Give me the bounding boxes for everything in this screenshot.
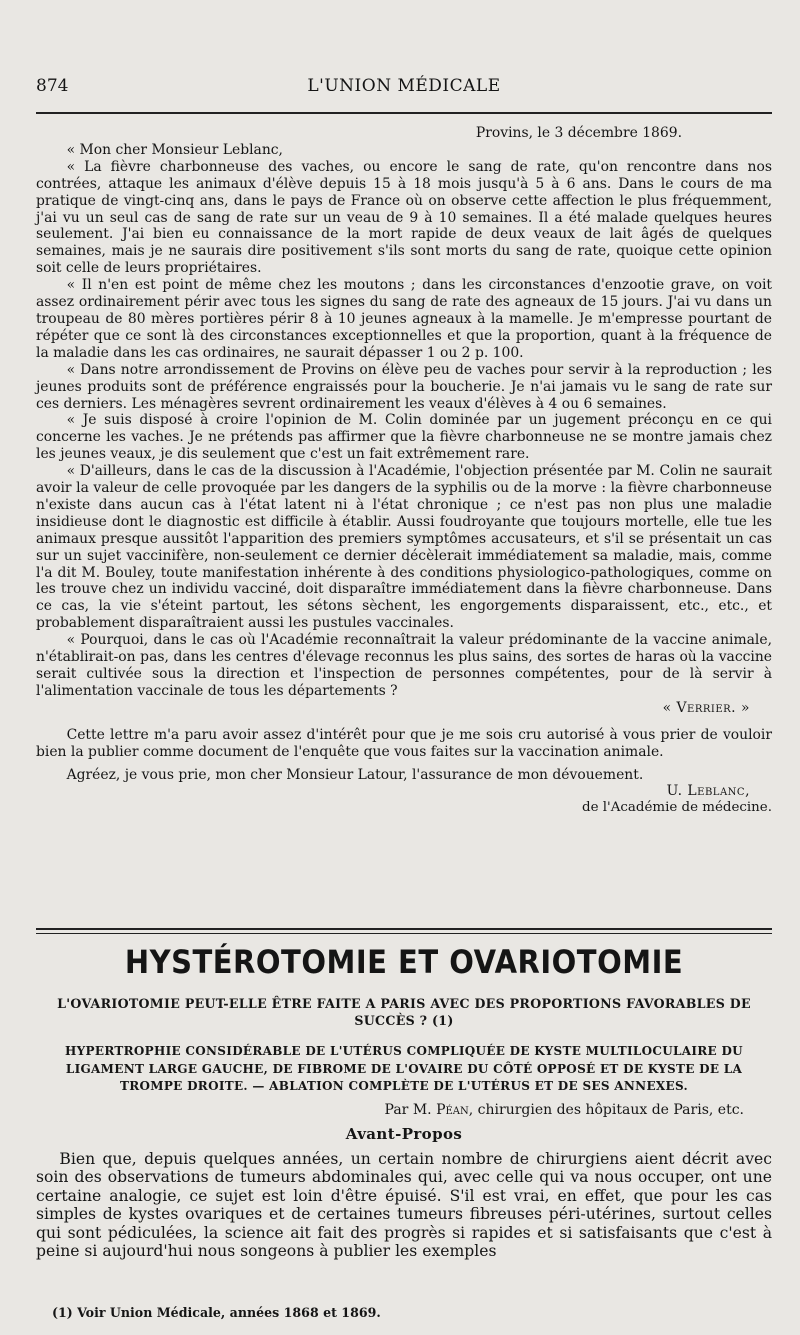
article-title: HYSTÉROTOMIE ET OVARIOTOMIE [124,943,684,981]
article-intro-paragraph: Bien que, depuis quelques années, un certain nombre de chirurgiens aient décrit avec soin des observations de tumeurs abdominales qui, avec celle qui va nous occuper, ont une certaine analogie, ce sujet est loin d'être épuisé. S'il est vrai, en effet, que pour les cas simples de kystes ovariques et de certaines tumeurs fibreuses péri-utérines, surtout celles qui sont pédiculées, la science ait fait des progrès si rapides et si satisfaisants que c'est à peine si aujourd'hui nous songeons à publier les exemples [36,1149,772,1261]
reply-paragraph: Cette lettre m'a paru avoir assez d'intérêt pour que je me sois cru autorisé à vous prier de vouloir bien la publier comme document de l'enquête que vous faites sur la vaccination animale. [36,726,772,760]
article-section [36,945,772,1261]
letter-paragraph: « Je suis disposé à croire l'opinion de M. Colin dominée par un jugement préconçu en ce qui concerne les vaches. Je ne prétends pas affirmer que la fièvre charbonneuse ne se montre jamais chez les jeunes veaux, je dis seulement que c'est un fait extrêmement rare. [36,412,772,463]
reply-signature: U. Leblanc, [666,783,750,800]
letter-salutation: « Mon cher Monsieur Leblanc, [66,141,283,158]
article-case-title: HYPERTROPHIE CONSIDÉRABLE DE L'UTÉRUS COMPLIQUÉE DE KYSTE MULTILOCULAIRE DU LIGAMENT LARGE GAUCHE, DE FIBROME DE L'OVAIRE DU CÔTÉ OPPOSÉ ET DE KYSTE DE LA TROMPE DROITE. — ABLATION COMPLÈTE DE L'UTÉRUS ET DE SES ANNEXES. [65,1044,743,1093]
article-author-line [36,1102,772,1118]
journal-title: L'UNION MÉDICALE [307,76,501,96]
letter-paragraph: « D'ailleurs, dans le cas de la discussion à l'Académie, l'objection présentée par M. Colin ne saurait avoir la valeur de celle provoquée par les dangers de la syphilis ou de la morve : la fièvre charbonneuse n'existe dans aucun cas à l'état latent ni à l'état chronique ; ce n'est pas non plus une maladie insidieuse dont le diagnostic est difficile à établir. Aussi foudroyante que toujours mortelle, elle tue les animaux presque aussitôt l'apparition des premiers symptômes accusateurs, et s'il se présentait un cas sur un sujet vaccinifère, non-seulement ce dernier décèlerait immédiatement sa maladie, mais, comme l'a dit M. Bouley, toute manifestation inhérente à des conditions physiologico-pathologiques, comme on les trouve chez un individu vacciné, doit disparaître immédiatement dans la fièvre charbonneuse. Dans ce cas, la vie s'éteint partout, les sétons sèchent, les engorgements disparaissent, etc., etc., et probablement disparaîtraient aussi les pustules vaccinales. [36,463,772,632]
letter-paragraph: « Dans notre arrondissement de Provins on élève peu de vaches pour servir à la reproduction ; les jeunes produits sont de préférence engraissés pour la boucherie. Je n'ai jamais vu le sang de rate sur ces derniers. Les ménagères sevrent ordinairement les veaux d'élèves à 4 ou 6 semaines. [36,361,772,412]
letter-section [36,125,772,817]
page-number: 874 [36,76,69,96]
letter-paragraph: « Pourquoi, dans le cas où l'Académie reconnaîtrait la valeur prédominante de la vaccine animale, n'établirait-on pas, dans les centres d'élevage reconnus les plus sains, des sortes de haras où la vaccine serait cultivée sous la direction et l'inspection de personnes compétentes, pour de là servir à l'alimentation vaccinale de tous les départements ? [36,632,772,699]
article-subtitle: L'OVARIOTOMIE PEUT-ELLE ÊTRE FAITE A PARIS AVEC DES PROPORTIONS FAVORABLES DE SUCCÈS ? (1) [57,996,751,1028]
author-prefix: Par M. [384,1101,437,1118]
author-name: Péan [436,1101,469,1118]
header-rule [36,112,772,114]
letter-date: Provins, le 3 décembre 1869. [475,125,682,141]
section-heading: Avant-Propos [345,1124,463,1143]
section-rule-thin [36,933,772,934]
letter-paragraph: « Il n'en est point de même chez les moutons ; dans les circonstances d'enzootie grave, on voit assez ordinairement périr avec tous les signes du sang de rate des agneaux de 15 jours. J'ai vu dans un troupeau de 80 mères portières périr 8 à 10 jeunes agneaux à la mamelle. Je m'empresse pourtant de répéter que ce sont là des circonstances exceptionnelles et que la proportion, quant à la fréquence de la maladie dans les cas ordinaires, ne saurait dépasser 1 ou 2 p. 100. [36,277,772,361]
reply-paragraph: Agréez, je vous prie, mon cher Monsieur Latour, l'assurance de mon dévouement. [66,766,644,783]
running-header [36,76,772,98]
footnote: (1) Voir Union Médicale, années 1868 et 1869. [52,1305,381,1320]
author-suffix: , chirurgien des hôpitaux de Paris, etc. [468,1101,744,1118]
reply-affiliation: de l'Académie de médecine. [582,800,772,816]
section-rule [36,928,772,930]
letter-paragraph: « La fièvre charbonneuse des vaches, ou encore le sang de rate, qu'on rencontre dans nos contrées, attaque les animaux d'élève depuis 15 à 18 mois jusqu'à 5 à 6 ans. Dans le cours de ma pratique de vingt-cinq ans, dans le pays de France où on observe cette affection le plus fréquemment, j'ai vu un seul cas de sang de rate sur un veau de 9 à 10 semaines. Il a été malade quelques heures seulement. J'ai bien eu connaissance de la mort rapide de deux veaux de lait âgés de quelques semaines, mais je ne saurais dire positivement s'ils sont morts du sang de rate, quoique cette opinion soit celle de leurs propriétaires. [36,158,772,277]
letter-signature: « Verrier. » [662,699,750,716]
